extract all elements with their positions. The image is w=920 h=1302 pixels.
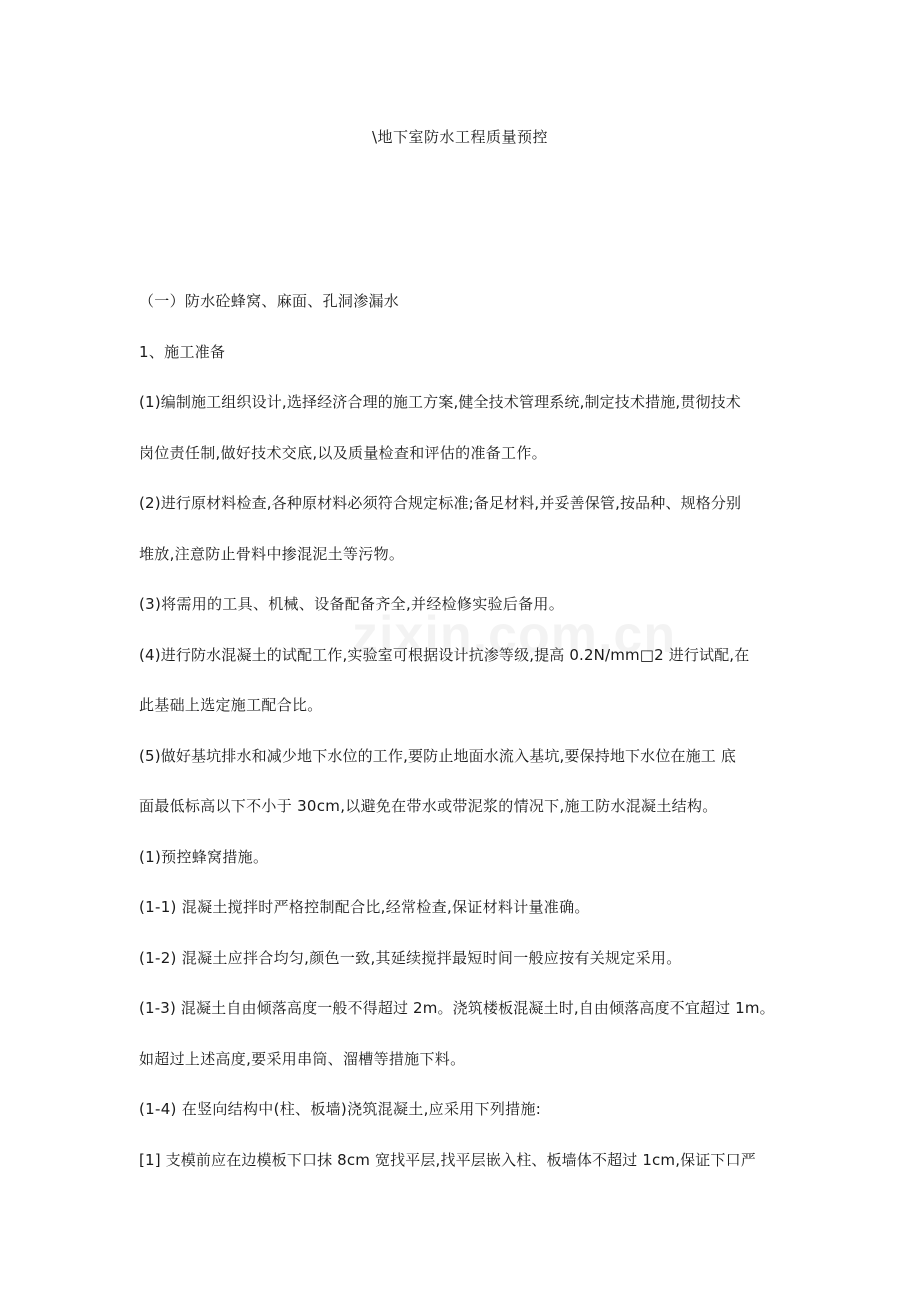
paragraph-line: (1-3) 混凝土自由倾落高度一般不得超过 2m。浇筑楼板混凝土时,自由倾落高度不宜超过 1m。	[139, 999, 775, 1017]
paragraph-line: (1)编制施工组织设计,选择经济合理的施工方案,健全技术管理系统,制定技术措施,贯彻技术	[139, 393, 741, 411]
subsection-heading: 1、施工准备	[139, 342, 226, 361]
paragraph-line: (1)预控蜂窝措施。	[139, 847, 269, 866]
paragraph-line: (1-2) 混凝土应拌合均匀,颜色一致,其延续搅拌最短时间一般应按有关规定采用。	[139, 948, 682, 967]
paragraph-line: (1-4) 在竖向结构中(柱、板墙)浇筑混凝土,应采用下列措施:	[139, 1100, 542, 1118]
section-heading: （一）防水砼蜂窝、麻面、孔洞渗漏水	[139, 292, 400, 310]
paragraph-line: 面最低标高以下不小于 30cm,以避免在带水或带泥浆的情况下,施工防水混凝土结构。	[139, 797, 718, 815]
paragraph-line: (2)进行原材料检查,各种原材料必须符合规定标准;备足材料,并妥善保管,按品种、规格分别	[139, 494, 742, 512]
document-title: \地下室防水工程质量预控	[371, 128, 549, 146]
paragraph-line: 堆放,注意防止骨料中掺混泥土等污物。	[139, 544, 405, 563]
paragraph-line: (1-1) 混凝土搅拌时严格控制配合比,经常检查,保证材料计量准确。	[139, 898, 590, 916]
paragraph-line: (5)做好基坑排水和减少地下水位的工作,要防止地面水流入基坑,要保持地下水位在施工 底	[139, 746, 737, 765]
paragraph-line: 岗位责任制,做好技术交底,以及质量检查和评估的准备工作。	[139, 443, 547, 462]
document-body	[139, 276, 789, 1185]
paragraph-line: 如超过上述高度,要采用串筒、溜槽等措施下料。	[139, 1049, 466, 1068]
paragraph-line: (3)将需用的工具、机械、设备配备齐全,并经检修实验后备用。	[139, 595, 565, 613]
paragraph-line: 此基础上选定施工配合比。	[139, 696, 323, 714]
paragraph-line: [1] 支模前应在边模板下口抹 8cm 宽找平层,找平层嵌入柱、板墙体不超过 1cm,保证下口严	[139, 1150, 756, 1169]
paragraph-line: (4)进行防水混凝土的试配工作,实验室可根据设计抗渗等级,提高 0.2N/mm□2 进行试配,在	[139, 645, 750, 664]
